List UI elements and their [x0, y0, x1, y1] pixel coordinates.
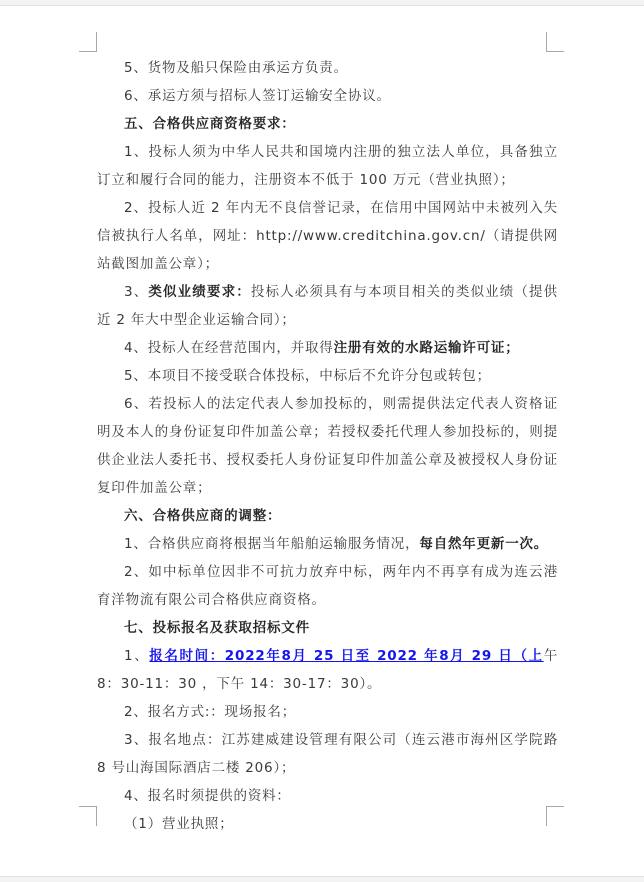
- paragraph: [97, 810, 558, 838]
- body-text: 4、投标人在经营范围内，并取得: [124, 340, 334, 356]
- paragraph: [97, 698, 558, 726]
- registration-time-link[interactable]: 报名时间：2022年8月 25 日至 2022 年8月 29 日（上: [149, 648, 544, 664]
- document-body: [97, 54, 558, 838]
- page-bottom-gap: [0, 876, 644, 882]
- paragraph: [97, 138, 558, 194]
- paragraph: [97, 334, 558, 362]
- bold-text: 五、合格供应商资格要求：: [124, 116, 296, 132]
- bold-text: 每自然年更新一次。: [419, 536, 549, 552]
- paragraph: [97, 614, 558, 642]
- paragraph: [97, 726, 558, 782]
- body-text: 午 8：30-11：30 ，下午 14：30-17：30）。: [97, 648, 558, 692]
- body-text: 1、投标人须为中华人民共和国境内注册的独立法人单位，具备独立订立和履行合同的能力，注册资本不低于 100 万元（营业执照）；: [97, 144, 558, 188]
- paragraph: [97, 82, 558, 110]
- page-top-gap: [0, 0, 644, 6]
- bold-text: 类似业绩要求：: [148, 284, 251, 300]
- body-text: 6、承运方须与招标人签订运输安全协议。: [124, 88, 391, 104]
- body-text: 2、投标人近 2 年内无不良信誉记录，在信用中国网站中未被列入失信被执行人名单，网址：http://www.creditchina.gov.cn/（请提供网站截图加盖公章）；: [97, 200, 558, 272]
- paragraph: [97, 390, 558, 502]
- body-text: 6、若投标人的法定代表人参加投标的，则需提供法定代表人资格证明及本人的身份证复印件加盖公章；若授权委托代理人参加投标的，则提供企业法人委托书、授权委托人身份证复印件加盖公章及被授权人身份证复印件加盖公章；: [97, 396, 558, 496]
- paragraph: [97, 530, 558, 558]
- body-text: 1、合格供应商将根据当年船舶运输服务情况，: [124, 536, 420, 552]
- body-text: 投标人必须具有与本项目相关的类似业绩（提供近 2 年大中型企业运输合同）；: [97, 284, 558, 328]
- bold-text: 注册有效的水路运输许可证；: [333, 340, 520, 356]
- paragraph: [97, 558, 558, 614]
- paragraph: [97, 110, 558, 138]
- paragraph: [97, 278, 558, 334]
- crop-mark-top-right: [546, 32, 564, 52]
- bold-text: 六、合格供应商的调整：: [124, 508, 282, 524]
- body-text: 3、: [124, 284, 149, 300]
- paragraph: [97, 782, 558, 810]
- body-text: 5、货物及船只保险由承运方负责。: [124, 60, 348, 76]
- paragraph: [97, 642, 558, 698]
- body-text: 2、如中标单位因非不可抗力放弃中标，两年内不再享有成为连云港育洋物流有限公司合格供应商资格。: [97, 564, 558, 608]
- paragraph: [97, 362, 558, 390]
- bold-text: 七、投标报名及获取招标文件: [124, 620, 310, 636]
- body-text: 1、: [124, 648, 150, 664]
- paragraph: [97, 502, 558, 530]
- paragraph: [97, 54, 558, 82]
- paragraph: [97, 194, 558, 278]
- body-text: 2、报名方式:：现场报名；: [124, 704, 297, 720]
- body-text: 5、本项目不接受联合体投标，中标后不允许分包或转包；: [124, 368, 491, 384]
- body-text: 3、报名地点：江苏建威建设管理有限公司（连云港市海州区学院路 8 号山海国际酒店二楼 206）；: [97, 732, 558, 776]
- body-text: （1）营业执照；: [124, 816, 234, 832]
- crop-mark-top-left: [79, 32, 97, 52]
- body-text: 4、报名时须提供的资料：: [124, 788, 291, 804]
- crop-mark-bottom-left: [79, 806, 97, 826]
